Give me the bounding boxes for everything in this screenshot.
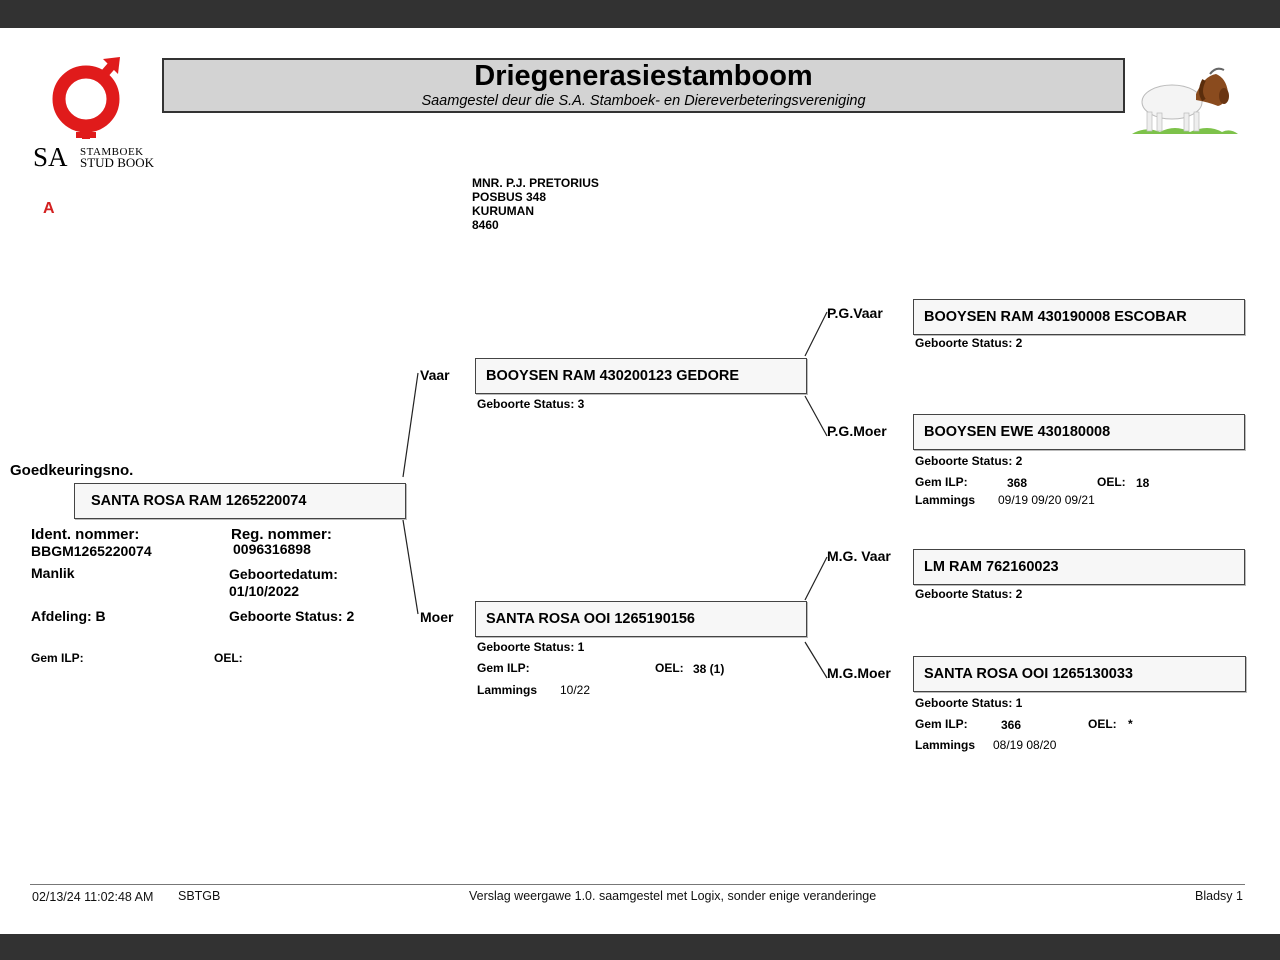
connector-animal-sire [403,373,418,477]
approval-number-label: Goedkeuringsno. [10,462,134,479]
reg-number-label: Reg. nommer: [231,526,332,543]
pg-dam-oel-label: OEL: [1097,475,1126,489]
connector-sire-pgdam [805,396,827,436]
dam-lammings-value: 10/22 [560,683,591,697]
reg-number-value: 0096316898 [233,541,311,557]
footer-report-code: SBTGB [178,889,221,903]
page-subtitle: Saamgestel deur die S.A. Stamboek- en Diereverbeteringsvereniging [421,93,866,109]
mg-dam-gem-ilp-value: 366 [1001,718,1022,732]
logo-stamboek-text: STAMBOEK [80,146,144,158]
mg-dam-oel-label: OEL: [1088,717,1117,731]
dam-gem-ilp-label: Gem ILP: [477,661,530,675]
section-field [31,608,106,624]
sire-relation-label: Vaar [420,367,450,383]
dam-relation-label: Moer [420,609,454,625]
mg-sire-birth-status: Geboorte Status: 2 [915,587,1023,601]
mg-dam-oel-value: * [1128,717,1133,731]
pg-dam-lammings-value: 09/19 09/20 09/21 [998,493,1095,507]
animal-gem-ilp-label: Gem ILP: [31,651,84,665]
sire-birth-status: Geboorte Status: 3 [477,397,585,411]
logo-studbook-text: STUD BOOK [80,155,155,170]
pg-dam-birth-status: Geboorte Status: 2 [915,454,1023,468]
section-label: Afdeling: [31,608,92,624]
mg-dam-relation-label: M.G.Moer [827,665,891,681]
dam-lammings-label: Lammings [477,683,538,697]
mg-sire-name-box: LM RAM 762160023 [913,549,1245,585]
owner-town: KURUMAN [472,204,534,218]
animal-birth-status: Geboorte Status: 2 [229,608,355,624]
section-value: B [95,608,106,624]
ident-number-value: BBGM1265220074 [31,543,152,559]
sire-name-box: BOOYSEN RAM 430200123 GEDORE [475,358,807,394]
animal-name-box: SANTA ROSA RAM 1265220074 [74,483,406,519]
mg-sire-relation-label: M.G. Vaar [827,548,891,564]
mg-dam-gem-ilp-label: Gem ILP: [915,717,968,731]
pg-dam-gem-ilp-value: 368 [1007,476,1028,490]
sex-value: Manlik [31,565,75,581]
pg-dam-oel-value: 18 [1136,476,1150,490]
mg-dam-lammings-value: 08/19 08/20 [993,738,1057,752]
pg-dam-relation-label: P.G.Moer [827,423,887,439]
footer-note: Verslag weergawe 1.0. saamgestel met Logix, sonder enige veranderinge [469,889,877,903]
owner-pobox: POSBUS 348 [472,190,547,204]
owner-postcode: 8460 [472,218,499,232]
mg-dam-name-box: SANTA ROSA OOI 1265130033 [913,656,1246,692]
ident-number-label: Ident. nommer: [31,526,140,543]
birthdate-value: 01/10/2022 [229,583,300,599]
footer-divider [30,884,1245,885]
connector-dam-mgsire [805,557,827,600]
page-title: Driegenerasiestamboom [474,60,813,92]
mg-dam-lammings-label: Lammings [915,738,976,752]
logo-sa-text: SA [33,142,68,172]
mg-dam-birth-status: Geboorte Status: 1 [915,696,1023,710]
dam-oel-value: 38 (1) [693,662,725,676]
dam-oel-label: OEL: [655,661,684,675]
birthdate-label: Geboortedatum: [229,566,338,582]
viewer-bottom-bar [0,934,1280,960]
pg-sire-name-box: BOOYSEN RAM 430190008 ESCOBAR [913,299,1245,335]
connector-sire-pgsire [805,312,827,356]
connector-animal-dam [403,520,418,614]
footer-timestamp: 02/13/24 11:02:48 AM [32,890,154,904]
pg-sire-relation-label: P.G.Vaar [827,305,883,321]
pg-dam-name-box: BOOYSEN EWE 430180008 [913,414,1245,450]
owner-name: MNR. P.J. PRETORIUS [472,176,599,190]
connector-dam-mgdam [805,642,827,678]
dam-name-box: SANTA ROSA OOI 1265190156 [475,601,807,637]
pg-dam-gem-ilp-label: Gem ILP: [915,475,968,489]
grade-label: A [43,200,55,217]
dam-birth-status: Geboorte Status: 1 [477,640,585,654]
animal-oel-label: OEL: [214,651,243,665]
pg-sire-birth-status: Geboorte Status: 2 [915,336,1023,350]
footer-page-number: Bladsy 1 [1195,889,1243,903]
pg-dam-lammings-label: Lammings [915,493,976,507]
